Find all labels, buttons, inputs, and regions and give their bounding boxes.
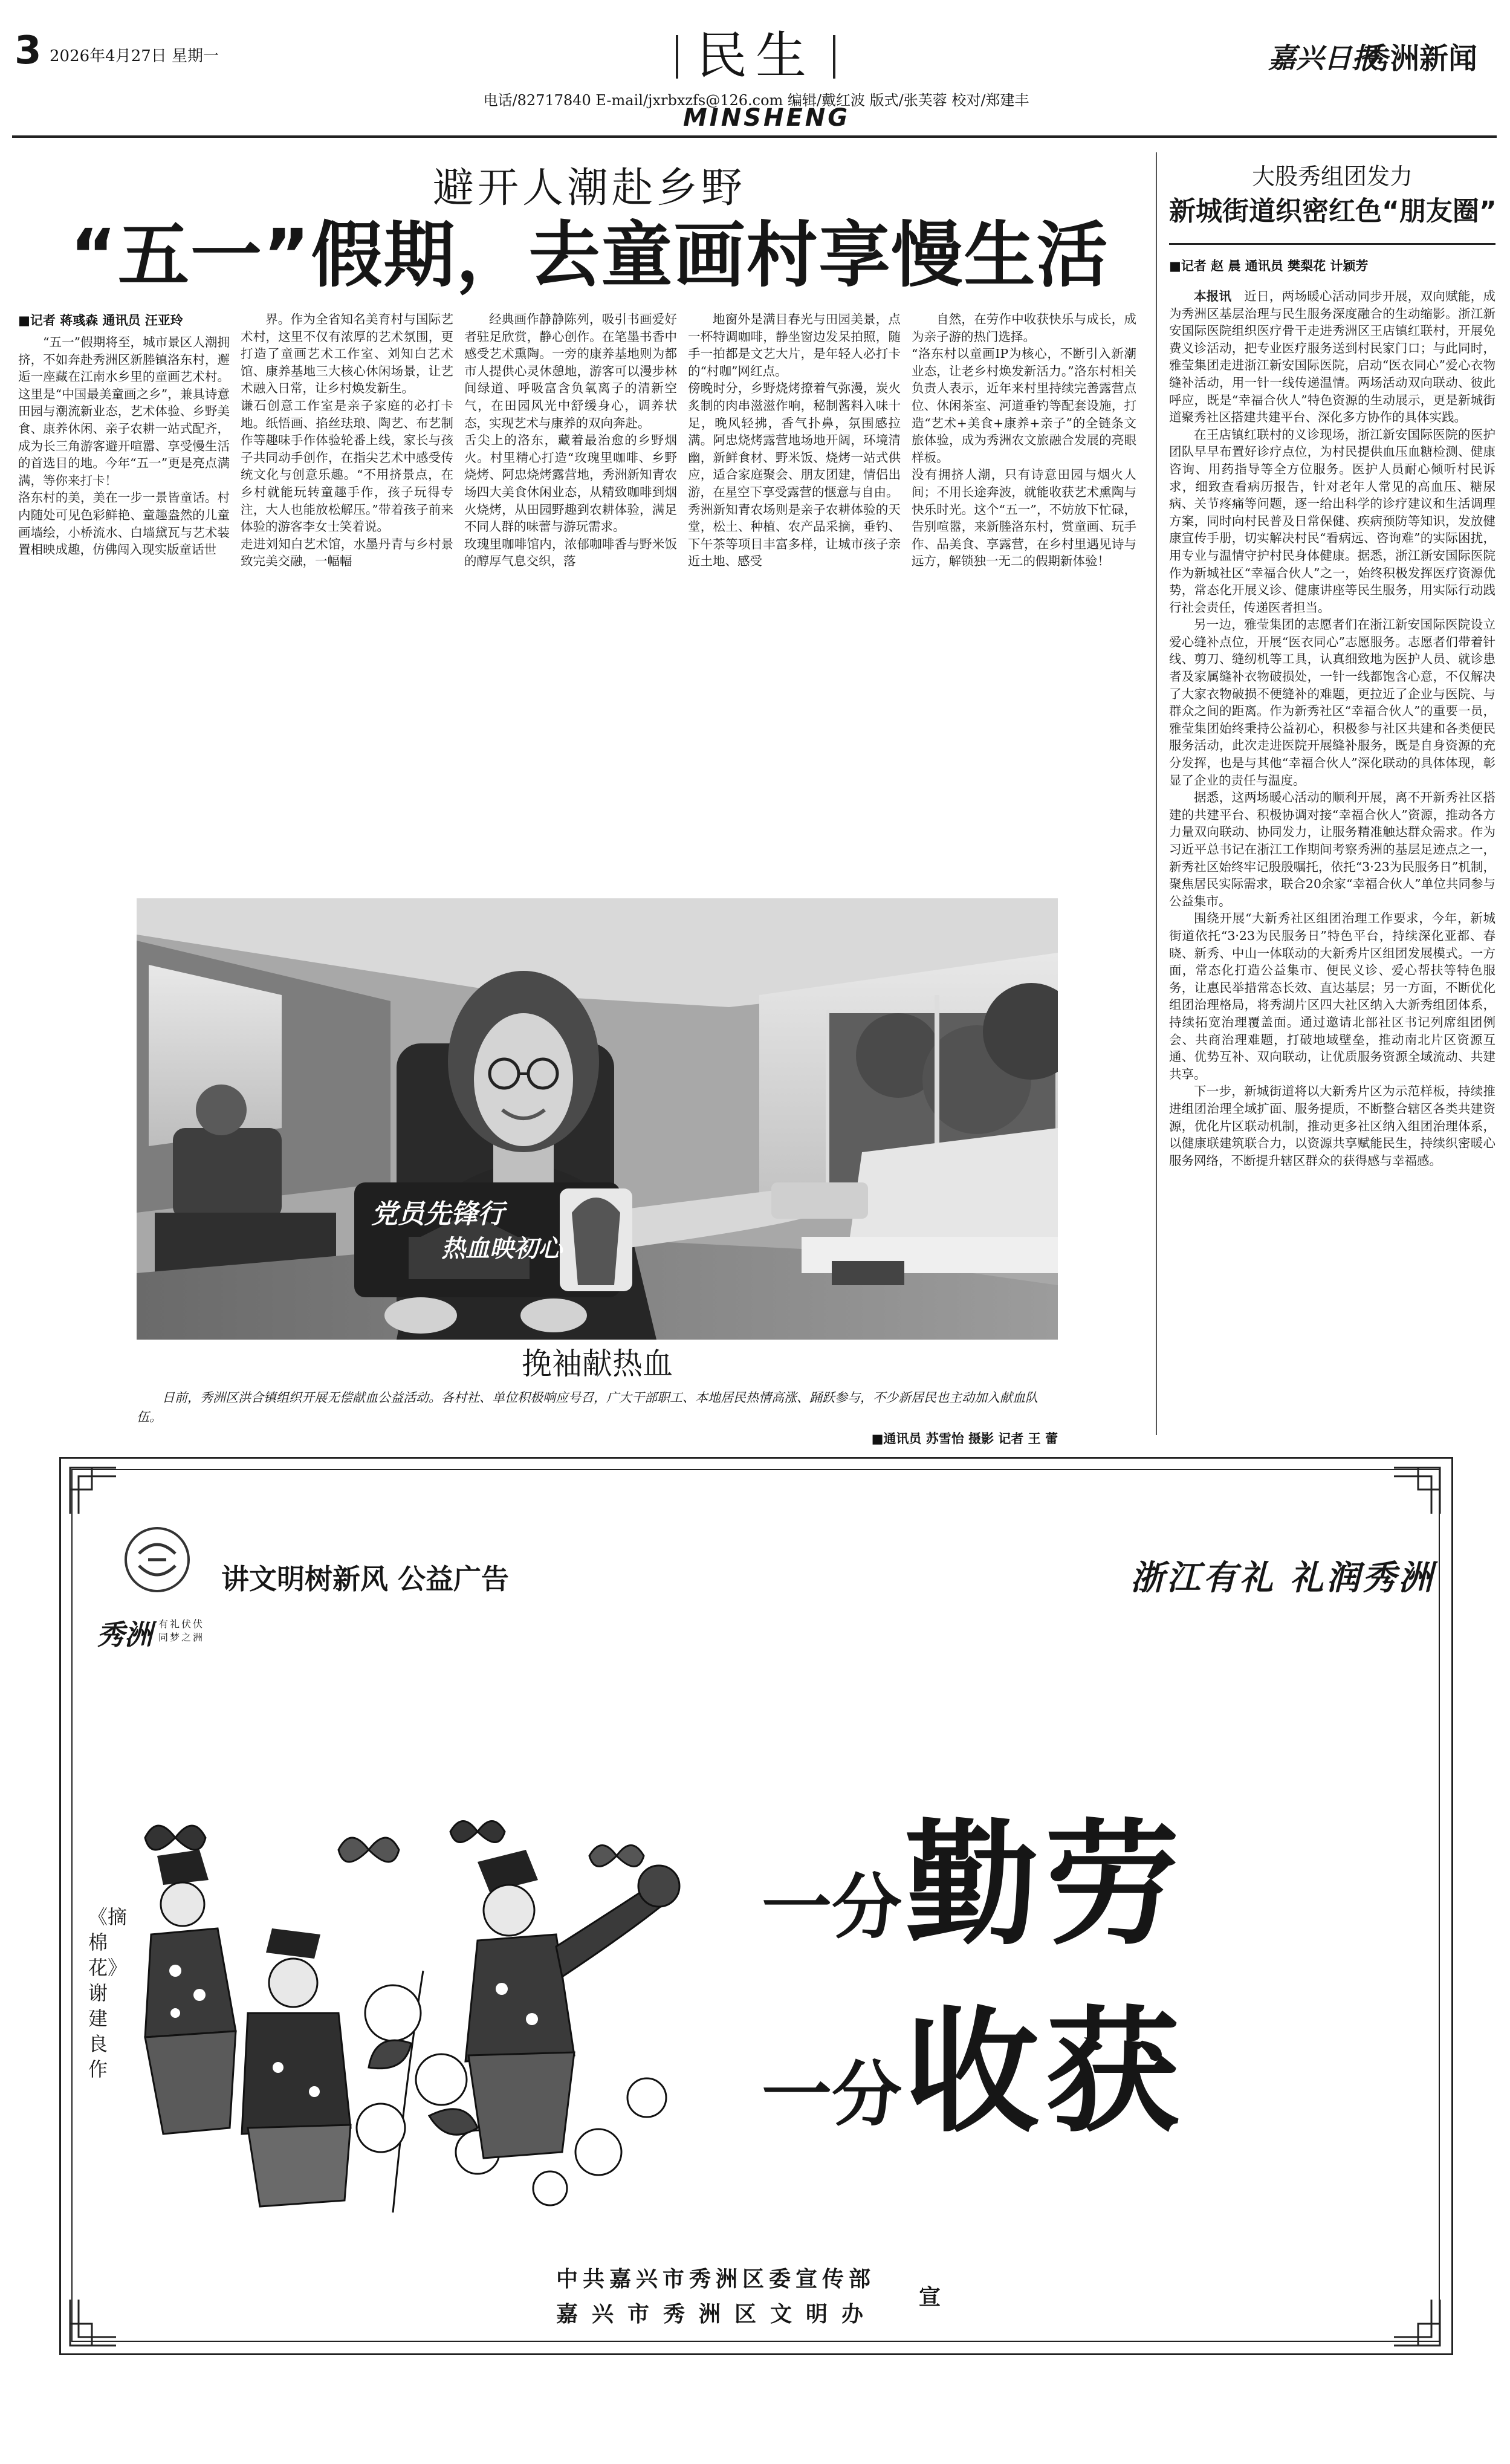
section-divider-left: [676, 35, 678, 79]
slogan-line-2-small: 一分: [762, 2054, 902, 2136]
side-headline: 新城街道织密红色“朋友圈”: [1169, 196, 1497, 227]
contacts-line: 电话/82717840 E-mail/jxrbxzfs@126.com 编辑/戴红波 版式/张芙蓉 校对/郑建丰: [483, 92, 1029, 109]
main-column-4: [688, 311, 901, 878]
newspaper-logo: 嘉兴日报: [1268, 42, 1379, 74]
photo-blood-donation: [137, 898, 1058, 1340]
sign-line-2: 热血映初心: [441, 1235, 562, 1263]
section-title: 民生: [696, 26, 815, 85]
ad-footer-tag: 宣: [919, 2285, 941, 2310]
side-lead: 本报讯: [1194, 289, 1232, 303]
side-paragraph-1-text: 近日，两场暖心活动同步开展，双向赋能，成为秀洲区基层治理与民生服务深度融合的生动缩影。浙江新安国际医院组织医疗骨干走进秀洲区王店镇红联村，开展免费义诊活动，把专业医疗服务送到村民家门口；与此同时，雅莹集团走进浙江新安国际医院，启动“医衣同心”爱心衣物缝补活动，用一针一线传递温情。两场活动双向联动、彼此呼应，既是“幸福合伙人”特色资源的生动展示，更是新城街道聚秀社区搭建共建平台、深化多方协作的具体实践。: [1169, 289, 1495, 425]
slogan-line-2-big: 收获: [905, 1995, 1186, 2151]
side-paragraph-3: 另一边，雅莹集团的志愿者们在浙江新安国际医院设立爱心缝补点位，开展“医衣同心”志愿服务。志愿者们带着针线、剪刀、缝纫机等工具，认真细致地为医护人员、就诊患者及家属缝补衣物破损处，一针一线都饱含心意，不仅解决了大家衣物破损不便缝补的难题，更拉近了企业与医院、与群众之间的距离。作为新秀社区“幸福合伙人”的重要一员，雅莹集团始终秉持公益初心，积极参与社区共建和各类便民服务活动，此次走进医院开展缝补服务，既是自身资源的充分发挥，也是与其他“幸福合伙人”深化联动的具体体现，彰显了企业的责任与温度。: [1169, 617, 1495, 788]
column-divider: [1156, 152, 1157, 1435]
side-paragraph-4: 据悉，这两场暖心活动的顺利开展，离不开新秀社区搭建的共建平台、积极协调对接“幸福合伙人”资源，推动各方力量双向联动、协同发力，让服务精准触达群众需求。作为习近平总书记在浙江工作期间考察秀洲的基层足迹点之一，新秀社区始终牢记殷殷嘱托，依托“3·23为民服务日”机制，聚焦居民实际需求，联合20余家“幸福合伙人”单位共同参与公益集市。: [1169, 790, 1495, 909]
ad-title: 讲文明树新风 公益广告: [221, 1563, 510, 1595]
main-col-5-text: 自然，在劳作中收获快乐与成长，成为亲子游的热门选择。 “洛东村以童画IP为核心，不断引入新潮业态，让老乡村焕发新活力。”洛东村相关负责人表示，近年来村里持续完善露营点位、休闲茶室、河道垂钓等配套设施，打造“艺术+美食+康养+亲子”的全链条文旅体验，成为秀洲农文旅融合发展的亮眼样板。 没有拥挤人潮，只有诗意田园与烟火人间；不用长途奔波，就能收获艺术熏陶与快乐时光。这个“五一”，不妨放下忙碌，告别喧嚣，来新塍洛东村，赏童画、玩手作、品美食、享露营，在乡村里遇见诗与远方，解锁独一无二的假期新体验！: [912, 312, 1136, 569]
slogan-line-1-big: 勤劳: [905, 1807, 1186, 1963]
ad-brand-tagline: 有礼伏伏 同梦之洲: [158, 1618, 205, 1643]
main-column-1: [18, 334, 230, 878]
photo-credit: ■通讯员 苏雪怡 摄影 记者 王 蕾: [871, 1431, 1058, 1446]
main-kicker: 避开人潮赴乡野: [432, 164, 746, 212]
main-col-2-text: 界。作为全省知名美育村与国际艺术村，这里不仅有浓厚的艺术氛围，更打造了童画艺术工作室、刘知白艺术馆、康养基地三大核心休闲场景，让艺术融入日常，让乡村焕发新生。 谦石创意工作室是亲子家庭的必打卡地。纸悟画、掐丝珐琅、陶艺、布艺制作等趣味手作体验轮番上线，家长与孩子共同动手创作，在指尖艺术中感受传统文化与创意乐趣。“不用挤景点，在乡村就能玩转童趣手作，孩子玩得专注，大人也能放松解压。”带着孩子前来体验的游客李女士笑着说。 走进刘知白艺术馆，水墨丹青与乡村景致完美交融，一幅幅: [241, 312, 453, 569]
photo-caption-text: 日前，秀洲区洪合镇组织开展无偿献血公益活动。各村社、单位积极响应号召，广大干部职工、本地居民热情高涨、踊跃参与，不少新居民也主动加入献血队伍。: [137, 1390, 1038, 1424]
main-byline: ■记者 蒋彧森 通讯员 汪亚玲: [18, 313, 183, 328]
side-paragraph-1: [1169, 288, 1495, 426]
slogan-line-1: [762, 1777, 1185, 1970]
cotton-picking-artwork: [139, 1814, 695, 2213]
ad-footer-org-2: 嘉兴市秀洲区文明办: [556, 2302, 878, 2327]
masthead: [0, 0, 1510, 139]
photo-illustration: [137, 898, 1058, 1340]
main-column-3: [464, 311, 677, 878]
side-paragraph-6: 下一步，新城街道将以大新秀片区为示范样板，持续推进组团治理全域扩面、服务提质，不断整合辖区各类共建资源，优化片区联动机制，推动更多社区纳入组团治理体系，以健康联建筑联合力，以资源共享赋能民生，持续织密暖心服务网络，不断提升辖区群众的获得感与幸福感。: [1169, 1084, 1495, 1168]
corner-ornament-bottom-right: [1392, 2297, 1442, 2348]
side-headline-rule: [1169, 243, 1495, 245]
side-kicker: 大股秀组团发力: [1251, 163, 1413, 190]
main-col-3-text: 经典画作静静陈列，吸引书画爱好者驻足欣赏，静心创作。在笔墨书香中感受艺术熏陶。一旁的康养基地则为都市人提供心灵休憩地，游客可以漫步林间绿道、呼吸富含负氧离子的清新空气，在田园风光中舒缓身心，调养状态，实现艺术与康养的双向奔赴。 舌尖上的洛东，藏着最治愈的乡野烟火。村里精心打造“玫瑰里咖啡、乡野烧烤、阿忠烧烤露营地，秀洲新知青农场四大美食休闲业态，从精致咖啡到烟火烧烤，从田园野趣到农耕体验，满足不同人群的味蕾与游玩需求。 玫瑰里咖啡馆内，浓郁咖啡香与野米饭的醇厚气息交织，落: [464, 312, 677, 569]
main-headline: “五一”假期，去童画村享慢生活: [70, 213, 1109, 297]
artwork-caption: [88, 1904, 128, 2082]
slogan-line-2: [762, 1965, 1185, 2158]
main-column-2: [241, 311, 453, 878]
artwork-caption-text: 《摘棉花》谢建良作: [88, 1905, 128, 2081]
main-column-5: [912, 311, 1136, 878]
ad-slogan-right: 浙江有礼 礼润秀洲: [1130, 1558, 1435, 1598]
main-col-4-text: 地窗外是满目春光与田园美景，点一杯特调咖啡，静坐窗边发呆拍照，随手一拍都是文艺大片，是年轻人必打卡的“村咖”网红点。 傍晚时分，乡野烧烤撩着气弥漫，炭火炙制的肉串滋滋作响，秘制酱料入味十足，晚风轻拂，香气扑鼻，氛围感拉满。阿忠烧烤露营地场地开阔，环境清幽，新鲜食材、野米饭、烧烤一站式供应，适合家庭聚会、朋友团建，情侣出游，在星空下享受露营的惬意与自由。 秀洲新知青农场则是亲子农耕体验的天堂，松土、种植、农产品采摘，垂钓、下午茶等项目丰富多样，让城市孩子亲近土地、感受: [688, 312, 901, 569]
edition-title: 秀洲新闻: [1361, 42, 1478, 76]
date-line: 2026年4月27日 星期一: [50, 47, 219, 65]
slogan-line-1-small: 一分: [762, 1867, 902, 1948]
photo-caption-title: 挽袖献热血: [522, 1346, 673, 1381]
xiuzhou-logo-icon: [121, 1523, 193, 1596]
main-col-1-text: “五一”假期将至，城市景区人潮拥挤，不如奔赴秀洲区新塍镇洛东村，邂逅一座藏在江南水乡里的童画艺术村。这里是“中国最美童画之乡”，兼具诗意田园与潮流新业态，艺术体验、乡野美食、康养休闲、亲子农耕一站式配齐，成为长三角游客避开喧嚣、享受慢生活的首选目的地。今年“五一”更是亮点满满，等你来打卡！ 洛东村的美，美在一步一景皆童话。村内随处可见色彩鲜艳、童趣盎然的儿童画墙绘，小桥流水、白墙黛瓦与艺术装置相映成趣，仿佛闯入现实版童话世: [18, 335, 230, 557]
side-paragraph-5: 围绕开展“大新秀社区组团治理工作要求，今年，新城街道依托“3·23为民服务日”特色平台，持续深化亚都、春晓、新秀、中山一体联动的大新秀片区组团发展模式。一方面，常态化打造公益集市、便民义诊、爱心帮扶等特色服务，让惠民举措常态长效、直达基层；另一方面，不断优化组团治理格局，将秀湖片区四大社区纳入大新秀组团体系，持续拓宽治理覆盖面。通过邀请北部社区书记列席组团例会、共商治理难题，打破地域壁垒，推动南北片区资源互通、优势互补、双向联动，让优质服务资源全域流动、共建共享。: [1169, 911, 1495, 1081]
corner-ornament-top-left: [68, 1465, 118, 1516]
section-roman: MINSHENG: [683, 104, 851, 132]
side-byline: ■记者 赵 晨 通讯员 樊梨花 计颖芳: [1169, 259, 1369, 273]
side-body: [1169, 288, 1495, 1436]
corner-ornament-top-right: [1392, 1465, 1442, 1516]
section-divider-right: [833, 35, 835, 79]
sign-line-1: 党员先锋行: [371, 1199, 504, 1230]
page-number: 3: [15, 28, 42, 73]
side-paragraph-2: 在王店镇红联村的义诊现场，浙江新安国际医院的医护团队早早布置好诊疗点位，为村民提供血压血糖检测、健康咨询、用药指导等全方位服务。医护人员耐心倾听村民诉求，细致查看病历报告，针对老年人常见的高血压、糖尿病、关节疼痛等问题，逐一给出科学的诊疗建议和生活调理方案，同时向村民普及日常保健、疾病预防等知识，发放健康宣传手册，切实解决村民“看病远、咨询难”的实际困扰，用专业与温情守护村民身体健康。据悉，浙江新安国际医院作为新城社区“幸福合伙人”之一，始终积极发挥医疗资源优势，常态化开展义诊、健康讲座等民生服务，用实际行动践行社会责任，传递医者担当。: [1169, 427, 1495, 615]
ad-footer-org-1: 中共嘉兴市秀洲区委宣传部: [556, 2267, 876, 2292]
ad-brand: 秀洲: [97, 1618, 152, 1651]
header-rule: [12, 135, 1497, 138]
corner-ornament-bottom-left: [68, 2297, 118, 2348]
